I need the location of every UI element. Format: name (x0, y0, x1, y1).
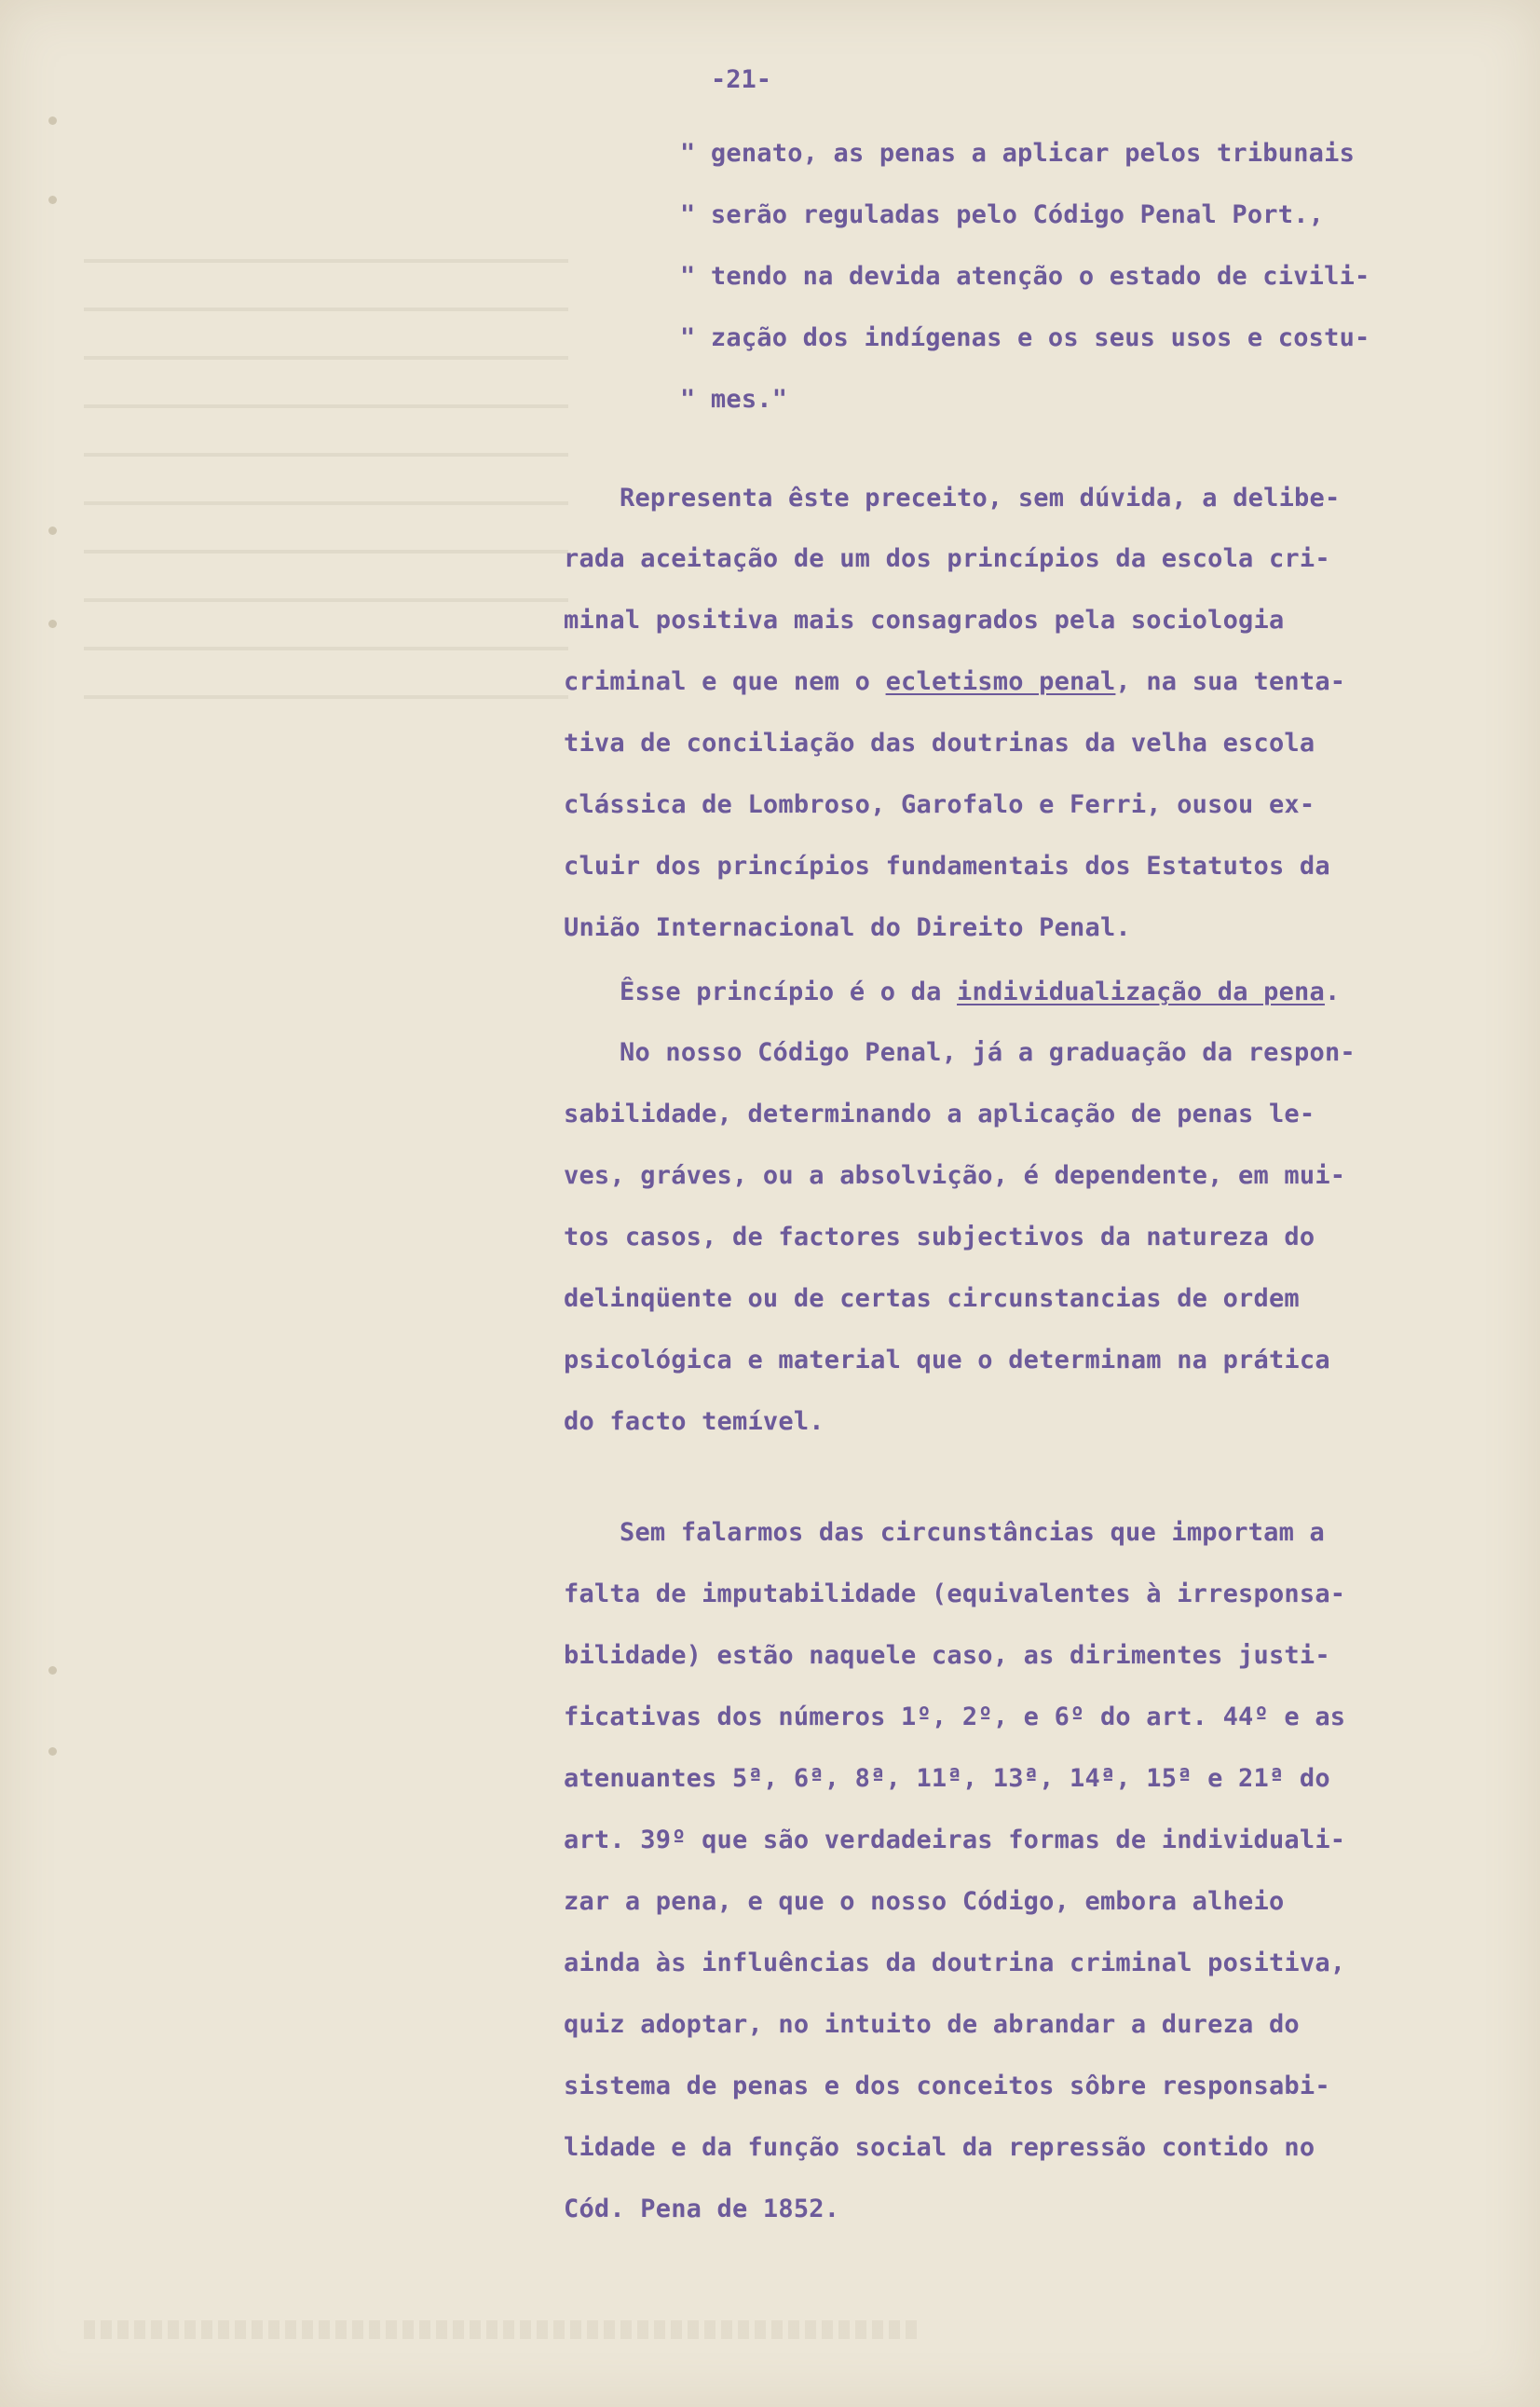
paragraph-1-line-2: rada aceitação de um dos princípios da escola cri- (564, 544, 1330, 573)
paragraph-4-line-2: falta de imputabilidade (equivalentes à irresponsa- (564, 1580, 1346, 1608)
page-number: -21- (711, 65, 772, 94)
emphasis-individualizacao-da-pena: individualização da pena (957, 978, 1325, 1006)
paragraph-2-line (620, 974, 1340, 1011)
paragraph-3-line-3: ves, gráves, ou a absolvição, é dependente, em mui- (564, 1161, 1346, 1190)
paragraph-1-line-3: minal positiva mais consagrados pela sociologia (564, 606, 1285, 635)
binding-hole (48, 527, 57, 535)
paragraph-4-line-12: Cód. Pena de 1852. (564, 2195, 840, 2223)
paragraph-4-line-7: zar a pena, e que o nosso Código, embora alheio (564, 1887, 1285, 1916)
quote-line-3: " tendo na devida atenção o estado de civili- (680, 262, 1370, 291)
binding-hole (48, 116, 57, 125)
paragraph-4-line-3: bilidade) estão naquele caso, as dirimentes justi- (564, 1641, 1330, 1670)
paragraph-1-line-1: Representa êste preceito, sem dúvida, a delibe- (620, 484, 1341, 513)
paragraph-1-line-5: tiva de conciliação das doutrinas da velha escola (564, 729, 1315, 758)
quote-line-2: " serão reguladas pelo Código Penal Port., (680, 200, 1325, 229)
binding-hole (48, 1747, 57, 1756)
paragraph-4-line-1: Sem falarmos das circunstâncias que importam a (620, 1518, 1325, 1547)
paragraph-4-line-11: lidade e da função social da repressão contido no (564, 2133, 1315, 2162)
paragraph-1-line-7: cluir dos princípios fundamentais dos Estatutos da (564, 852, 1330, 881)
paragraph-4-line-9: quiz adoptar, no intuito de abrandar a dureza do (564, 2010, 1300, 2039)
paragraph-3-line-2: sabilidade, determinando a aplicação de penas le- (564, 1100, 1315, 1128)
paragraph-2-text: Êsse princípio é o da (620, 978, 958, 1006)
paragraph-4-line-4: ficativas dos números 1º, 2º, e 6º do art. 44º e as (564, 1703, 1346, 1731)
paragraph-4-line-8: ainda às influências da doutrina criminal positiva, (564, 1949, 1346, 1977)
paragraph-1-line-6: clássica de Lombroso, Garofalo e Ferri, ousou ex- (564, 790, 1315, 819)
paragraph-3-line-5: delinqüente ou de certas circunstancias de ordem (564, 1284, 1300, 1313)
paragraph-2-text: . (1324, 978, 1341, 1006)
paragraph-4-line-6: art. 39º que são verdadeiras formas de individuali- (564, 1826, 1346, 1854)
paragraph-1-line-8: União Internacional do Direito Penal. (564, 913, 1131, 942)
paragraph-3-line-4: tos casos, de factores subjectivos da natureza do (564, 1223, 1315, 1251)
show-through-texture (84, 214, 568, 699)
binding-hole (48, 196, 57, 204)
binding-margin (48, 0, 67, 2407)
emphasis-ecletismo-penal: ecletismo penal (885, 667, 1116, 696)
binding-hole (48, 1666, 57, 1675)
paragraph-4-line-10: sistema de penas e dos conceitos sôbre responsabi- (564, 2072, 1330, 2100)
paragraph-3-line-7: do facto temível. (564, 1407, 825, 1436)
paragraph-1-line-4 (564, 663, 1345, 701)
quote-line-1: " genato, as penas a aplicar pelos tribunais (680, 139, 1356, 168)
paragraph-3-line-1: No nosso Código Penal, já a graduação da respon- (620, 1038, 1356, 1067)
paragraph-4-line-5: atenuantes 5ª, 6ª, 8ª, 11ª, 13ª, 14ª, 15ª e 21ª do (564, 1764, 1330, 1793)
binding-hole (48, 620, 57, 628)
show-through-texture (84, 2320, 922, 2339)
paragraph-1-text: , na sua tenta- (1115, 667, 1346, 696)
quote-line-4: " zação dos indígenas e os seus usos e costu- (680, 323, 1370, 352)
paragraph-3-line-6: psicológica e material que o determinam na prática (564, 1346, 1330, 1374)
paragraph-1-text: criminal e que nem o (564, 667, 886, 696)
quote-line-5: " mes." (680, 385, 788, 414)
